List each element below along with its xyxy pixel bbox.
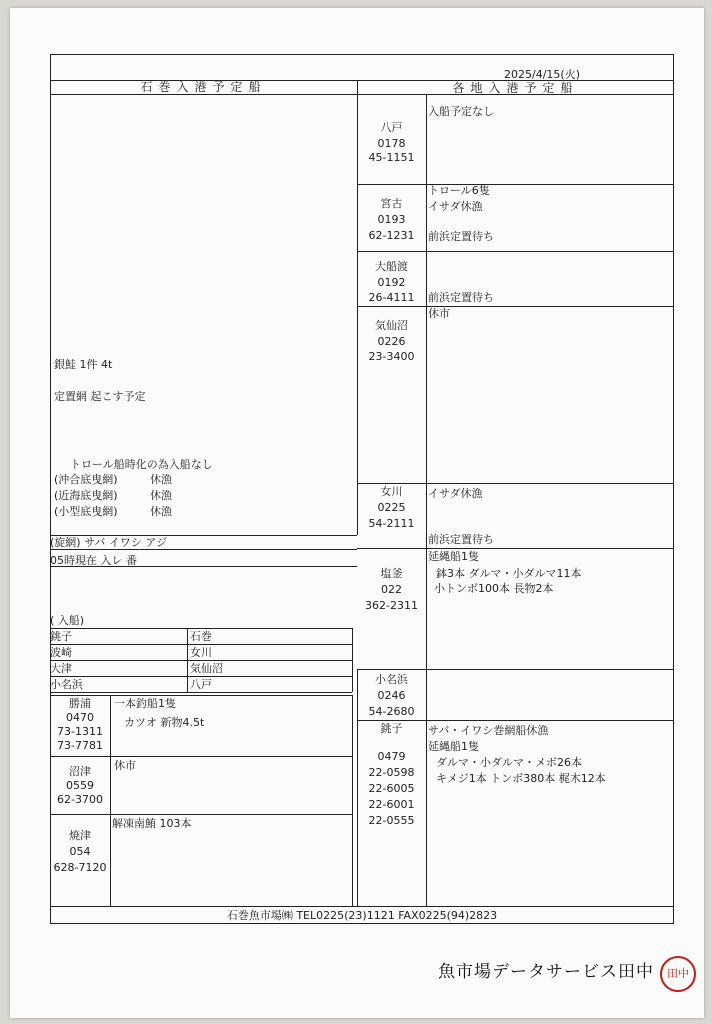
yaizu-phone-1: 054 <box>69 845 91 858</box>
choshi-name: 銚子 <box>380 722 403 735</box>
seal-stamp <box>660 956 696 992</box>
onahama-phone-1: 0246 <box>377 689 406 702</box>
miyako-note-2: イサダ休漁 <box>428 200 483 213</box>
onahama-phone-2: 54-2680 <box>368 705 415 718</box>
status-0500: 05時現在 入レ 番 <box>50 554 137 567</box>
seal-stamp-text: 田中 <box>667 967 689 980</box>
miyako-note-1: トロール6隻 <box>428 184 490 197</box>
choshi-phone-5: 22-0555 <box>368 814 415 827</box>
numazu-top <box>50 756 352 757</box>
katsuura-note-1: 一本釣船1隻 <box>114 697 176 710</box>
set-net-line: 定置網 起こす予定 <box>54 390 146 403</box>
right-row-1-bottom <box>357 184 674 185</box>
choshi-note-1: サバ・イワシ巻網船休漁 <box>428 724 549 737</box>
arrival-grid-row3 <box>50 676 352 677</box>
kesennuma-note-1: 休市 <box>428 307 450 320</box>
miyako-note-3: 前浜定置待ち <box>428 230 494 243</box>
onagawa-phone-2: 54-2111 <box>368 517 415 530</box>
ofunato-name: 大船渡 <box>375 260 408 273</box>
arrival-row-3-right: 気仙沼 <box>190 662 223 675</box>
hachinohe-phone-2: 45-1151 <box>368 151 415 164</box>
onagawa-name: 女川 <box>380 485 403 498</box>
kesennuma-name: 気仙沼 <box>375 319 408 332</box>
silver-salmon-line: 銀鮭 1件 4t <box>54 358 113 371</box>
choshi-phone-4: 22-6001 <box>368 798 415 811</box>
purse-seine-bottom <box>50 549 357 550</box>
ofunato-note-1: 前浜定置待ち <box>428 291 494 304</box>
arrival-row-1-right: 石巻 <box>190 630 212 643</box>
trawl-coastal-status: 休漁 <box>150 489 172 502</box>
shiogama-note-1: 延縄船1隻 <box>428 550 479 563</box>
numazu-phone-2: 62-3700 <box>57 793 103 806</box>
report-date: 2025/4/15(火) <box>504 68 580 81</box>
yaizu-note-1: 解凍南鮪 103本 <box>112 817 192 830</box>
trawl-note: トロール船時化の為入船なし <box>70 458 213 471</box>
other-ports-header: 各地入港予定船 <box>452 81 579 95</box>
hachinohe-phone-1: 0178 <box>377 137 406 150</box>
numazu-name: 沼津 <box>69 765 91 778</box>
purse-seine-label: (旋網) サバ イワシ アジ <box>50 536 167 549</box>
yaizu-top <box>50 814 352 815</box>
katsuura-name: 勝浦 <box>69 697 91 710</box>
katsuura-phone-2: 73-1311 <box>57 725 103 738</box>
ishinomaki-header: 石巻入港予定船 <box>140 80 267 94</box>
arrival-label: ( 入船) <box>50 614 85 627</box>
katsuura-note-2: カツオ 新物4.5t <box>124 716 205 729</box>
onagawa-phone-1: 0225 <box>377 501 406 514</box>
signature: 魚市場データサービス田中 <box>438 962 654 982</box>
choshi-note-4: キメジ1本 トンボ380本 梶木12本 <box>436 772 606 785</box>
arrival-row-4-right: 八戸 <box>190 678 212 691</box>
right-row-3-bottom <box>357 306 674 307</box>
miyako-phone-1: 0193 <box>377 213 406 226</box>
hachinohe-note-1: 入船予定なし <box>428 105 494 118</box>
shiogama-phone-1: 022 <box>381 583 402 596</box>
trawl-small-label: (小型底曳網) <box>54 505 118 518</box>
left-ports-name-divider <box>110 695 111 906</box>
onahama-name: 小名浜 <box>375 673 408 686</box>
kesennuma-phone-1: 0226 <box>377 335 406 348</box>
trawl-offshore-status: 休漁 <box>150 473 172 486</box>
arrival-row-2-right: 女川 <box>190 646 212 659</box>
hachinohe-name: 八戸 <box>380 121 403 134</box>
right-row-2-bottom <box>357 251 674 252</box>
miyako-phone-2: 62-1231 <box>368 229 415 242</box>
katsuura-phone-3: 73-7781 <box>57 739 103 752</box>
arrival-grid-row2 <box>50 660 352 661</box>
arrival-grid-top <box>50 628 352 629</box>
right-row-7-bottom <box>357 720 674 721</box>
ofunato-phone-1: 0192 <box>377 276 406 289</box>
right-row-6-bottom <box>357 669 674 670</box>
shiogama-note-3: 小トンボ100本 長物2本 <box>434 582 554 595</box>
arrival-grid-right <box>352 628 353 692</box>
shiogama-note-2: 鉢3本 ダルマ・小ダルマ11本 <box>436 567 582 580</box>
katsuura-phone-1: 0470 <box>66 711 94 724</box>
ofunato-phone-2: 26-4111 <box>368 291 415 304</box>
arrival-row-4-left: 小名浜 <box>50 678 83 691</box>
choshi-note-2: 延縄船1隻 <box>428 740 479 753</box>
onagawa-note-2: 前浜定置待ち <box>428 533 494 546</box>
right-row-5-bottom <box>357 548 674 549</box>
numazu-phone-1: 0559 <box>66 779 94 792</box>
shiogama-name: 塩釜 <box>380 567 403 580</box>
onagawa-note-1: イサダ休漁 <box>428 487 483 500</box>
arrival-row-2-left: 波崎 <box>50 646 72 659</box>
yaizu-name: 焼津 <box>69 829 91 842</box>
choshi-phone-1: 0479 <box>377 750 406 763</box>
kesennuma-phone-2: 23-3400 <box>368 350 415 363</box>
footer-divider <box>50 906 674 907</box>
choshi-phone-2: 22-0598 <box>368 766 415 779</box>
trawl-small-status: 休漁 <box>150 505 172 518</box>
left-ports-top <box>50 695 352 696</box>
arrival-grid-bottom <box>50 692 352 693</box>
trawl-offshore-label: (沖合底曳網) <box>54 473 118 486</box>
arrival-row-1-left: 銚子 <box>50 630 72 643</box>
numazu-note-1: 休市 <box>114 759 136 772</box>
choshi-note-3: ダルマ・小ダルマ・メボ26本 <box>436 756 582 769</box>
report-sheet <box>10 8 704 1018</box>
status-row-bottom <box>50 566 357 567</box>
left-ports-right-edge <box>352 695 353 906</box>
miyako-name: 宮古 <box>380 197 403 210</box>
choshi-phone-3: 22-6005 <box>368 782 415 795</box>
right-row-4-bottom <box>357 483 674 484</box>
arrival-row-3-left: 大津 <box>50 662 72 675</box>
yaizu-phone-2: 628-7120 <box>53 861 107 874</box>
footer-contact: 石巻魚市場㈱ TEL0225(23)1121 FAX0225(94)2823 <box>226 909 498 922</box>
arrival-grid-row1 <box>50 644 352 645</box>
right-ports-name-divider <box>426 94 427 906</box>
arrival-grid-mid <box>187 628 188 692</box>
shiogama-phone-2: 362-2311 <box>365 599 418 612</box>
trawl-coastal-label: (近海底曳網) <box>54 489 118 502</box>
